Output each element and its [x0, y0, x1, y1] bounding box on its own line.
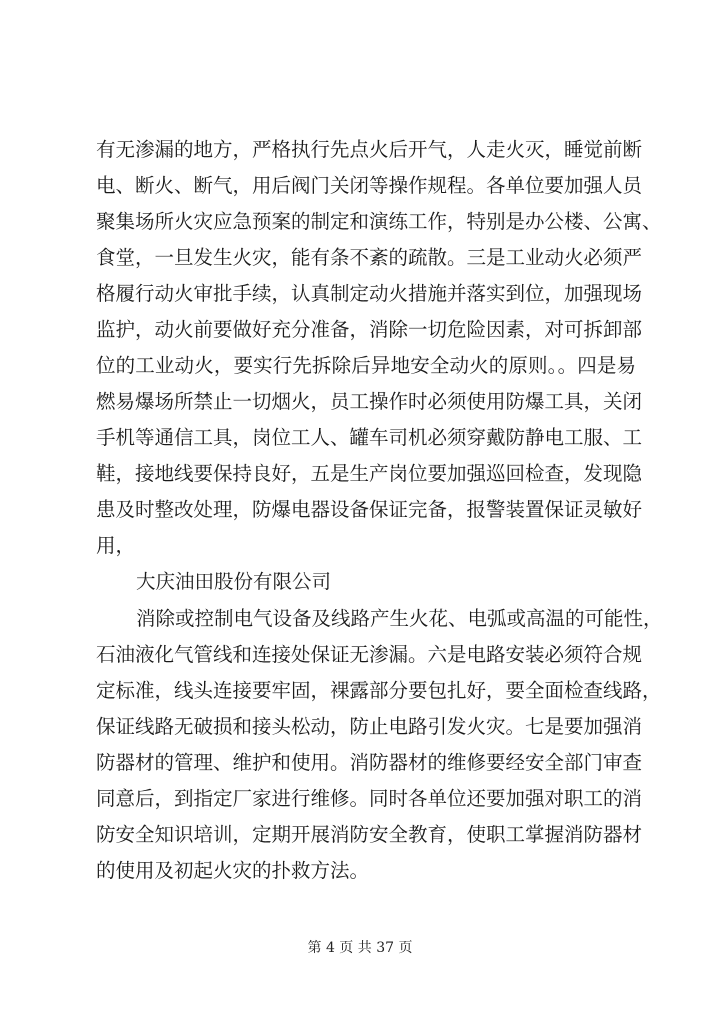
text-line: 电、断火、断气，用后阀门关闭等操作规程。各单位要加强人员	[96, 174, 643, 197]
text-line: 食堂，一旦发生火灾，能有条不紊的疏散。三是工业动火必须严	[96, 246, 643, 269]
text-line: 监护，动火前要做好充分准备，消除一切危险因素，对可拆卸部	[96, 318, 643, 341]
text-line: 石油液化气管线和连接处保证无渗漏。六是电路安装必须符合规	[96, 643, 643, 666]
text-line: 防安全知识培训，定期开展消防安全教育，使职工掌握消防器材	[96, 823, 643, 846]
company-line: 大庆油田股份有限公司	[136, 570, 332, 593]
text-line: 用，	[96, 534, 136, 557]
text-line: 手机等通信工具，岗位工人、罐车司机必须穿戴防静电工服、工	[96, 426, 643, 449]
text-line: 有无渗漏的地方，严格执行先点火后开气，人走火灭，睡觉前断	[96, 138, 643, 161]
text-line: 消除或控制电气设备及线路产生火花、电弧或高温的可能性，	[136, 607, 663, 630]
text-line: 患及时整改处理，防爆电器设备保证完备，报警装置保证灵敏好	[96, 498, 643, 521]
page-footer: 第 4 页 共 37 页	[307, 940, 413, 956]
text-line: 防器材的管理、维护和使用。消防器材的维修要经安全部门审查	[96, 751, 643, 774]
text-line: 同意后，到指定厂家进行维修。同时各单位还要加强对职工的消	[96, 787, 643, 810]
text-line: 鞋，接地线要保持良好，五是生产岗位要加强巡回检查，发现隐	[96, 462, 643, 485]
text-line: 聚集场所火灾应急预案的制定和演练工作，特别是办公楼、公寓、	[96, 210, 662, 233]
text-line: 燃易爆场所禁止一切烟火，员工操作时必须使用防爆工具，关闭	[96, 390, 643, 413]
text-line: 的使用及初起火灾的扑救方法。	[96, 859, 370, 882]
text-line: 保证线路无破损和接头松动，防止电路引发火灾。七是要加强消	[96, 715, 643, 738]
text-line: 格履行动火审批手续，认真制定动火措施并落实到位，加强现场	[96, 282, 643, 305]
text-line: 位的工业动火，要实行先拆除后异地安全动火的原则。。四是易	[96, 354, 636, 377]
text-line: 定标准，线头连接要牢固，裸露部分要包扎好，要全面检查线路，	[96, 679, 662, 702]
